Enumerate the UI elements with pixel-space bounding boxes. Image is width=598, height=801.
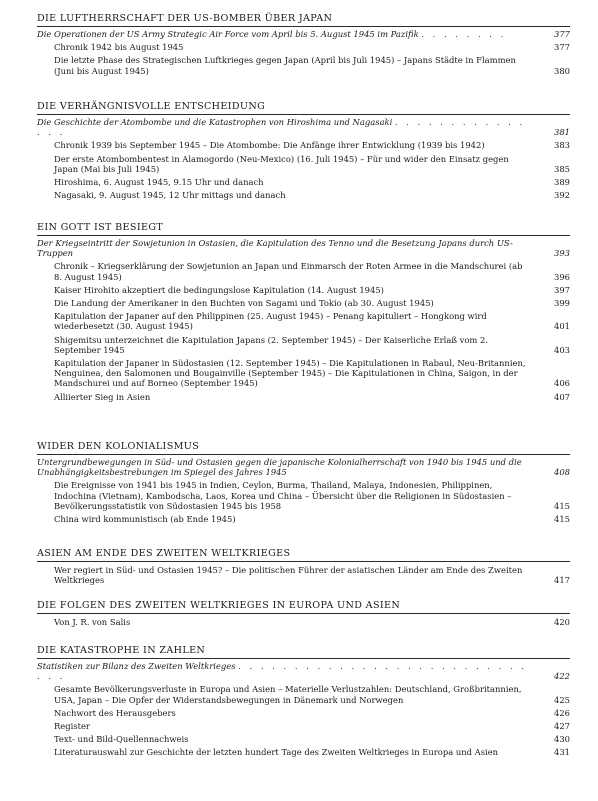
section-rule	[37, 235, 570, 236]
toc-entry[interactable]	[37, 617, 570, 627]
toc-section	[37, 645, 570, 758]
toc-entry[interactable]	[37, 42, 570, 52]
toc-entry[interactable]	[37, 392, 570, 402]
section-title: DIE FOLGEN DES ZWEITEN WELTKRIEGES IN EUROPA UND ASIEN	[37, 600, 401, 611]
section-rule	[37, 561, 570, 562]
toc-entry[interactable]	[37, 335, 570, 355]
section-title: DIE KATASTROPHE IN ZAHLEN	[37, 645, 206, 656]
toc-entry[interactable]	[37, 311, 570, 331]
section-rule	[37, 26, 570, 27]
entry-text: Kapitulation der Japaner auf den Philippinen (25. August 1945) – Penang kapituliert – Hongkong wird wiederbesetzt (30. August 1945)	[54, 311, 487, 332]
entry-text: Die Landung der Amerikaner in den Buchten von Sagami und Tokio (ab 30. August 1945)	[54, 298, 434, 309]
leader-dots: . . . . . . . .	[421, 29, 507, 39]
section-subtitle[interactable]	[37, 661, 570, 681]
toc-entry[interactable]	[37, 514, 570, 524]
toc-entry[interactable]	[37, 261, 570, 281]
entry-text: Die letzte Phase des Strategischen Luftkrieges gegen Japan (April bis Juli 1945) – Japans Städte in Flammen (Juni bis August 1945)	[54, 55, 516, 76]
page-number: 406	[554, 378, 570, 389]
entry-text: Chronik – Kriegserklärung der Sowjetunion an Japan und Einmarsch der Roten Armee in die Mandschurei (ab 8. August 1945)	[54, 261, 523, 282]
page-number: 377	[554, 42, 570, 53]
toc-entry[interactable]	[37, 285, 570, 295]
entry-text: Shigemitsu unterzeichnet die Kapitulation Japans (2. September 1945) – Der Kaiserliche Erlaß vom 2. September 1945	[54, 334, 488, 355]
section-rule	[37, 658, 570, 659]
page-number: 399	[554, 298, 570, 309]
page-number: 393	[554, 248, 570, 259]
page-number: 389	[554, 177, 570, 188]
section-subtitle[interactable]	[37, 117, 570, 137]
toc-section	[37, 548, 570, 585]
toc-entry[interactable]	[37, 177, 570, 187]
entry-text: Von J. R. von Salis	[54, 617, 131, 627]
page-number: 425	[554, 694, 570, 705]
entry-text: Nagasaki, 9. August 1945, 12 Uhr mittags und danach	[54, 190, 286, 201]
page-number: 392	[554, 190, 570, 201]
page-number: 396	[554, 271, 570, 282]
leader-dots: . . . . . . . . . . . . . . . . . . . . . . . . . . . . .	[37, 661, 527, 682]
page-number: 383	[554, 140, 570, 151]
toc-entry[interactable]	[37, 721, 570, 731]
entry-text: Literaturauswahl zur Geschichte der letzten hundert Tage des Zweiten Weltkrieges in Europa und Asien	[54, 747, 499, 758]
page-number: 420	[554, 617, 570, 627]
entry-text: Kaiser Hirohito akzeptiert die bedingungslose Kapitulation (14. August 1945)	[54, 284, 384, 295]
page-number: 407	[554, 391, 570, 402]
entry-text: China wird kommunistisch (ab Ende 1945)	[54, 514, 236, 525]
entry-text: Chronik 1939 bis September 1945 – Die Atombombe: Die Anfänge ihrer Entwicklung (1939 bis 1942)	[54, 140, 485, 151]
page-number: 415	[554, 514, 570, 525]
section-title: EIN GOTT IST BESIEGT	[37, 222, 164, 233]
toc-entry[interactable]	[37, 565, 570, 585]
entry-text: Die Ereignisse von 1941 bis 1945 in Indien, Ceylon, Burma, Thailand, Malaya, Indonesien, Philippinen, Indochina (Vietnam), Kambodscha, Laos, Korea und China – Übersicht über die Religionen in Südostasien – Bevölkerungsstatistik von Südostasien 1945 bis 1958	[54, 480, 512, 511]
page-number: 426	[554, 707, 570, 718]
entry-text: Wer regiert in Süd- und Ostasien 1945? – Die politischen Führer der asiatischen Länder am Ende des Zweiten Weltkrieges	[54, 565, 523, 586]
entry-text: Nachwort des Herausgebers	[54, 707, 176, 718]
page-number: 377	[554, 29, 570, 39]
toc-entry[interactable]	[37, 708, 570, 718]
toc-entry[interactable]	[37, 55, 570, 75]
toc-section	[37, 600, 570, 627]
page-number: 385	[554, 163, 570, 174]
page-number: 403	[554, 344, 570, 355]
toc-entry[interactable]	[37, 154, 570, 174]
page-number: 430	[554, 734, 570, 745]
entry-text: Register	[54, 721, 90, 732]
page-number: 380	[554, 65, 570, 76]
section-rule	[37, 454, 570, 455]
toc-entry[interactable]	[37, 298, 570, 308]
subtitle-text: Die Operationen der US Army Strategic Air Force vom April bis 5. August 1945 im Pazifik . . . . . . . .	[37, 29, 507, 39]
section-subtitle[interactable]	[37, 457, 570, 477]
section-rule	[37, 613, 570, 614]
entry-text: Alliierter Sieg in Asien	[54, 391, 151, 402]
toc-entry[interactable]	[37, 140, 570, 150]
page-number: 422	[554, 671, 570, 682]
toc-section	[37, 101, 570, 200]
page-number: 381	[554, 127, 570, 138]
section-title: DIE LUFTHERRSCHAFT DER US-BOMBER ÜBER JAPAN	[37, 13, 333, 24]
section-rule	[37, 114, 570, 115]
toc-entry[interactable]	[37, 358, 570, 389]
section-title: WIDER DEN KOLONIALISMUS	[37, 441, 200, 452]
section-subtitle[interactable]	[37, 238, 570, 258]
entry-text: Text- und Bild-Quellennachweis	[54, 734, 189, 745]
entry-text: Der erste Atombombentest in Alamogordo (Neu-Mexico) (16. Juli 1945) – Für und wider den Einsatz gegen Japan (Mai bis Juli 1945)	[54, 153, 509, 174]
toc-entry[interactable]	[37, 190, 570, 200]
subtitle-text: Untergrundbewegungen in Süd- und Ostasien gegen die japanische Kolonialherrschaft von 1940 bis 1945 und die Unabhängigkeitsbestrebungen im Spiegel des Jahres 1945	[37, 457, 522, 478]
toc-entry[interactable]	[37, 734, 570, 744]
subtitle-text: Statistiken zur Bilanz des Zweiten Weltkrieges . . . . . . . . . . . . . . . . . . . . . . . . . . . . .	[37, 661, 527, 682]
page-number: 408	[554, 467, 570, 478]
page-number: 431	[554, 747, 570, 758]
toc-entry[interactable]	[37, 684, 570, 704]
section-title: DIE VERHÄNGNISVOLLE ENTSCHEIDUNG	[37, 101, 266, 112]
section-subtitle[interactable]	[37, 29, 570, 39]
entry-text: Chronik 1942 bis August 1945	[54, 42, 184, 53]
page-number: 417	[554, 575, 570, 586]
toc-section	[37, 222, 570, 402]
entry-text: Gesamte Bevölkerungsverluste in Europa und Asien – Materielle Verlustzahlen: Deutschland, Großbritannien, USA, Japan – Die Opfer der Widerstandsbewegungen in Dänemark und Norwegen	[54, 684, 522, 705]
page-number: 415	[554, 500, 570, 511]
toc-section	[37, 13, 570, 76]
page-number: 401	[554, 321, 570, 332]
toc-entry[interactable]	[37, 747, 570, 757]
leader-dots: . . . . . . . . . . . . . . .	[37, 117, 526, 138]
entry-text: Kapitulation der Japaner in Südostasien (12. September 1945) – Die Kapitulationen in Rabaul, Neu-Britannien, Nenguinea, den Salomonen und Bougainville (September 1945) – Die Kapitulationen in China, Saigon, in der Mandschurei und auf Borneo (September 1945)	[54, 358, 526, 389]
entry-text: Hiroshima, 6. August 1945, 9.15 Uhr und danach	[54, 177, 264, 188]
page-number: 397	[554, 284, 570, 295]
toc-section	[37, 441, 570, 524]
section-title: ASIEN AM ENDE DES ZWEITEN WELTKRIEGES	[37, 548, 291, 559]
page-number: 427	[554, 721, 570, 732]
toc-entry[interactable]	[37, 480, 570, 511]
subtitle-text: Die Geschichte der Atombombe und die Katastrophen von Hiroshima und Nagasaki . . . . . . . . . . . . . . .	[37, 117, 526, 138]
subtitle-text: Der Kriegseintritt der Sowjetunion in Ostasien, die Kapitulation des Tenno und die Besetzung Japans durch US-Truppen	[37, 238, 513, 259]
